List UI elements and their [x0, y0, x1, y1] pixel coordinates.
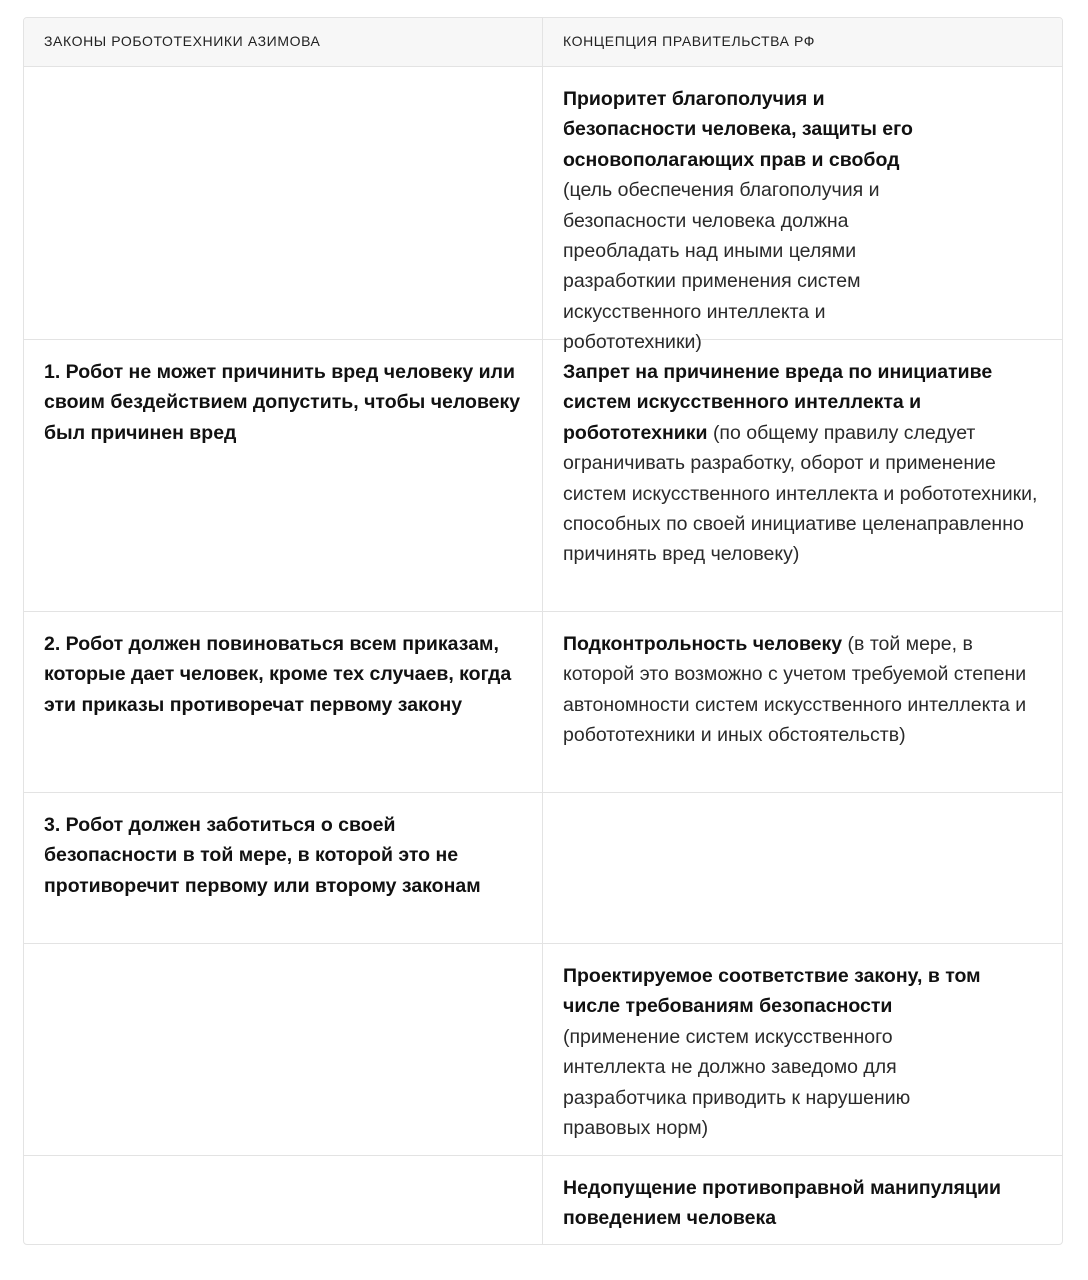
header-asimov-laws: ЗАКОНЫ РОБОТОТЕХНИКИ АЗИМОВА: [24, 18, 543, 66]
asimov-law-cell: [24, 1156, 543, 1244]
concept-explanation: (применение систем искусственного интеллекта не должно заведомо для разработчика приводить к нарушению правовых норм): [563, 1025, 911, 1140]
asimov-law-cell: 2. Робот должен повиноваться всем приказам, которые дает человек, кроме тех случаев, когда эти приказы противоречат первому закону: [24, 612, 543, 792]
concept-explanation: (цель обеспечения благополучия и безопасности человека должна преобладать над иными целями разработкии применения систем искусственного интеллекта и робототехники): [563, 179, 880, 354]
concept-explanation: (в той мере, в которой это возможно с учетом требуемой степени автономности систем искусственного интеллекта и робототехники и иных обстоятельств): [563, 633, 1027, 747]
asimov-law-cell: 3. Робот должен заботиться о своей безопасности в той мере, в которой это не противоречит первому или второму законам: [24, 793, 543, 943]
header-government-concept: КОНЦЕПЦИЯ ПРАВИТЕЛЬСТВА РФ: [543, 18, 1062, 66]
concept-explanation: (по общему правилу следует ограничивать разработку, оборот и применение систем искусственного интеллекта и робототехники, способных по своей инициативе целенаправленно причинять вред человеку): [563, 421, 1038, 566]
concept-cell: [543, 1156, 1062, 1244]
table-header-row: [24, 18, 1062, 66]
concept-principle: Приоритет благополучия и безопасности человека, защиты его основополагающих прав и свобод: [563, 88, 913, 171]
asimov-law-cell: [24, 67, 543, 339]
table-row: [24, 792, 1062, 943]
comparison-table: [23, 17, 1063, 1245]
asimov-law-cell: [24, 944, 543, 1155]
table-row: [24, 1155, 1062, 1244]
table-row: [24, 611, 1062, 792]
table-row: [24, 943, 1062, 1155]
concept-principle: Проектируемое соответствие закону, в том числе требованиям безопасности: [563, 965, 981, 1018]
concept-cell: [543, 612, 1062, 792]
concept-principle: Запрет на причинение вреда по инициативе систем искусственного интеллекта и робототехники: [563, 361, 993, 444]
concept-cell: [543, 340, 1062, 611]
asimov-law-cell: 1. Робот не может причинить вред человеку или своим бездействием допустить, чтобы человеку был причинен вред: [24, 340, 543, 611]
table-row: [24, 66, 1062, 354]
concept-principle: Недопущение противоправной манипуляции поведением человека: [563, 1177, 1001, 1230]
table-row: [24, 339, 1062, 611]
concept-cell: [543, 944, 1062, 1155]
concept-cell: [543, 793, 1062, 943]
concept-principle: Подконтрольность человеку: [563, 633, 848, 655]
concept-cell: [543, 67, 957, 354]
